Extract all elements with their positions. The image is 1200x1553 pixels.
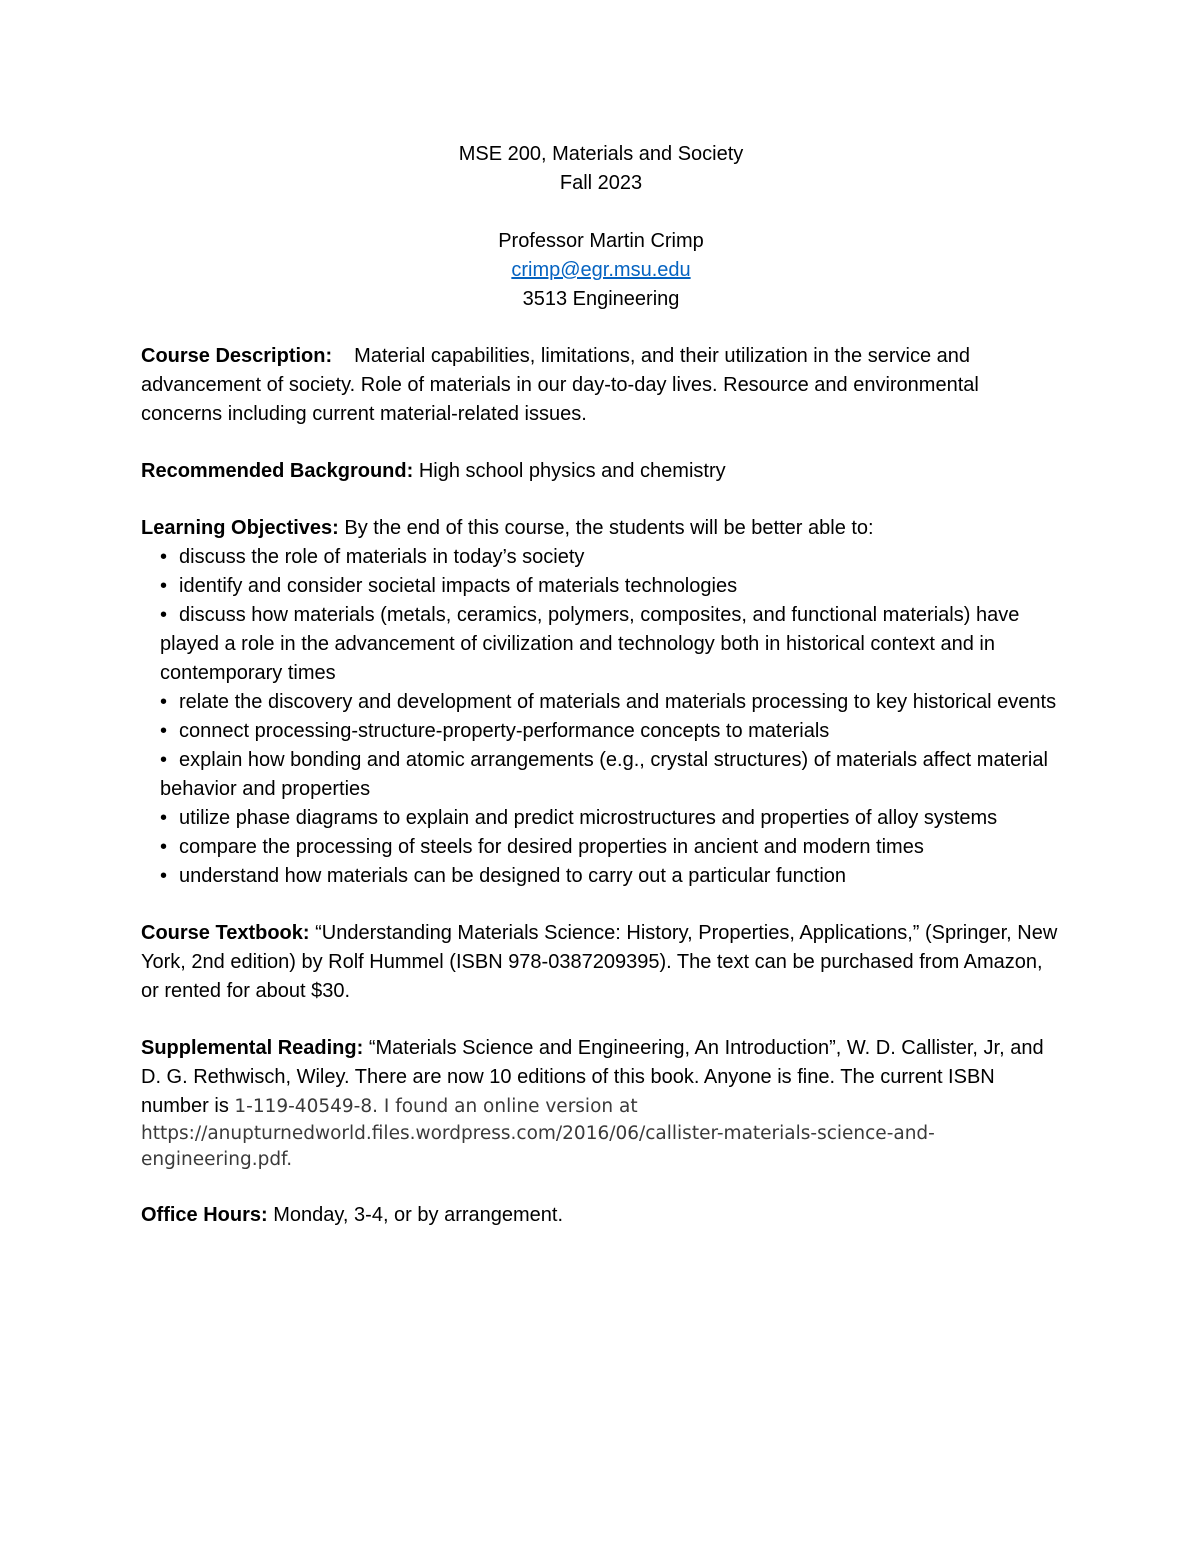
list-item (160, 601, 1061, 688)
professor-name: Professor Martin Crimp (498, 230, 704, 252)
objective-text: compare the processing of steels for desired properties in ancient and modern times (179, 836, 924, 858)
list-item (160, 746, 1061, 804)
header-spacer (141, 198, 1061, 227)
office-hours-section (141, 1201, 1061, 1230)
bullet-icon: • (160, 865, 168, 887)
objectives-label: Learning Objectives: (141, 517, 339, 539)
supplemental-isbn: 1-119-40549-8. I found an online version at (234, 1096, 638, 1117)
textbook-text: “Understanding Materials Science: History, Properties, Applications,” (Springer, New York, 2nd edition) by Rolf Hummel (ISBN 978-0387209395). The text can be purchased from Amazon, or rented for about $30. (141, 922, 1058, 1002)
course-description-label: Course Description: (141, 345, 333, 367)
course-header (141, 140, 1061, 314)
supplemental-url: https://anupturnedworld.files.wordpress.com/2016/06/callister-materials-science-and-engineering.pdf. (141, 1123, 935, 1170)
objective-text: discuss how materials (metals, ceramics, polymers, composites, and functional materials) have played a role in the advancement of civilization and technology both in historical context and in contemporary times (160, 604, 1020, 684)
list-item (160, 572, 1061, 601)
objective-text: connect processing-structure-property-performance concepts to materials (179, 720, 830, 742)
background-label: Recommended Background: (141, 460, 414, 482)
textbook-label: Course Textbook: (141, 922, 310, 944)
bullet-icon: • (160, 575, 168, 597)
bullet-icon: • (160, 604, 168, 626)
list-item (160, 862, 1061, 891)
list-item (160, 717, 1061, 746)
bullet-icon: • (160, 749, 168, 771)
course-description-text: Material capabilities, limitations, and their utilization in the service and advancement of society. Role of materials in our day-to-day lives. Resource and environmental concerns including current material-related issues. (141, 345, 979, 425)
supplemental-text: “Materials Science and Engineering, An Introduction”, W. D. Callister, Jr, and D. G. Rethwisch, Wiley. There are now 10 editions of this book. Anyone is fine. The current ISBN number is (141, 1037, 1044, 1117)
office-location: 3513 Engineering (522, 288, 680, 310)
objectives-list (141, 543, 1061, 891)
objectives-intro: By the end of this course, the students will be better able to: (344, 517, 874, 539)
bullet-icon: • (160, 807, 168, 829)
office-hours-label: Office Hours: (141, 1204, 268, 1226)
objective-text: understand how materials can be designed to carry out a particular function (179, 865, 847, 887)
list-item (160, 688, 1061, 717)
email-row (141, 256, 1061, 285)
course-description-section (141, 342, 1061, 429)
objective-text: discuss the role of materials in today’s society (179, 546, 585, 568)
textbook-section (141, 919, 1061, 1006)
background-section (141, 457, 1061, 486)
document-page (141, 140, 1061, 1230)
objective-text: identify and consider societal impacts of materials technologies (179, 575, 738, 597)
course-title: MSE 200, Materials and Society (458, 143, 744, 165)
course-term: Fall 2023 (559, 172, 643, 194)
objective-text: explain how bonding and atomic arrangements (e.g., crystal structures) of materials affect material behavior and properties (160, 749, 1048, 800)
supplemental-section (141, 1034, 1061, 1173)
office-hours-text: Monday, 3-4, or by arrangement. (273, 1204, 564, 1226)
bullet-icon: • (160, 546, 168, 568)
objective-text: relate the discovery and development of materials and materials processing to key historical events (179, 691, 1057, 713)
list-item (160, 804, 1061, 833)
bullet-icon: • (160, 720, 168, 742)
background-text: High school physics and chemistry (418, 460, 726, 482)
bullet-icon: • (160, 691, 168, 713)
list-item (160, 833, 1061, 862)
supplemental-label: Supplemental Reading: (141, 1037, 364, 1059)
email-link[interactable]: crimp@egr.msu.edu (511, 259, 691, 281)
bullet-icon: • (160, 836, 168, 858)
objective-text: utilize phase diagrams to explain and predict microstructures and properties of alloy systems (179, 807, 998, 829)
objectives-heading (141, 514, 1061, 543)
list-item (160, 543, 1061, 572)
objectives-section (141, 514, 1061, 891)
